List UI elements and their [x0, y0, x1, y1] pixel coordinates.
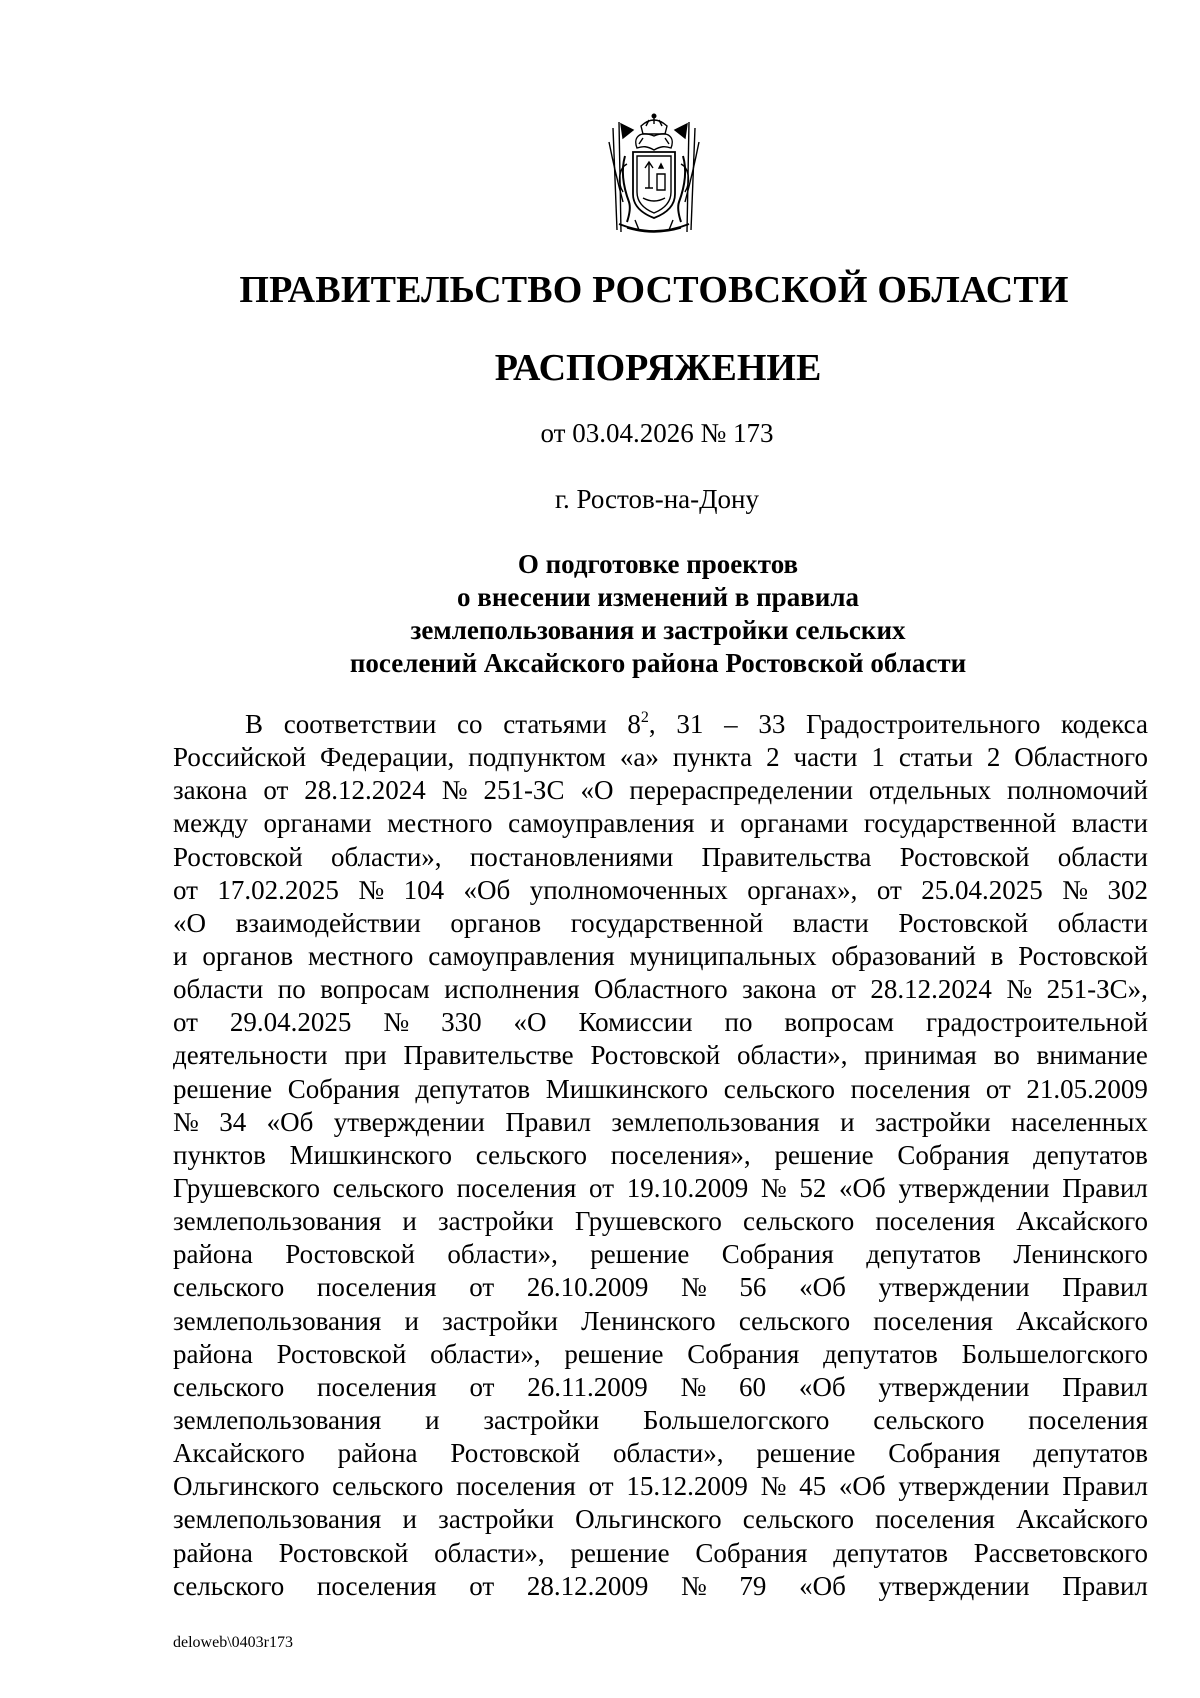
- body-word: органами: [263, 808, 372, 839]
- body-word: депутатов: [1033, 1438, 1148, 1469]
- body-word: 21.05.2009: [1026, 1073, 1148, 1104]
- body-word: поселения: [316, 1570, 437, 1601]
- body-word: от: [173, 874, 198, 905]
- body-line: [173, 973, 1148, 1006]
- body-word: утверждении: [878, 1371, 1030, 1402]
- body-word: Правительстве: [403, 1040, 574, 1071]
- body-word: 25.04.2025: [921, 874, 1043, 905]
- body-word: землепользования: [173, 1404, 382, 1435]
- body-word: области: [1057, 841, 1148, 872]
- body-word: решение: [570, 1537, 670, 1568]
- body-word: 45: [799, 1471, 827, 1502]
- body-line: [173, 1073, 1148, 1106]
- body-word: 2: [986, 742, 1001, 773]
- body-word: решение: [756, 1438, 856, 1469]
- body-word: от: [263, 775, 289, 806]
- body-word: 26.11.2009: [527, 1371, 648, 1402]
- body-word: 104: [403, 874, 445, 905]
- body-word: взаимодействии: [235, 907, 421, 938]
- body-word: 28.12.2024: [304, 775, 426, 806]
- body-word: кодекса: [1061, 709, 1148, 739]
- body-word: области»,: [430, 1338, 541, 1369]
- body-word: Правил: [1062, 1471, 1148, 1502]
- body-word: Большелогского: [643, 1404, 830, 1435]
- body-word: деятельности: [173, 1040, 328, 1071]
- body-word: Правительства: [701, 841, 872, 872]
- body-word: Мишкинского: [545, 1073, 709, 1104]
- body-word: решение: [774, 1139, 874, 1170]
- body-word: Мишкинского: [289, 1139, 453, 1170]
- body-word: поселения: [875, 1206, 996, 1237]
- body-word: Комиссии: [578, 1007, 693, 1038]
- body-word: Правил: [1062, 1172, 1148, 1203]
- body-word: «Об: [838, 1471, 886, 1502]
- body-word: 33: [758, 709, 786, 739]
- body-word: «а»: [619, 742, 659, 773]
- body-word: между: [173, 808, 248, 839]
- body-word: «Об: [799, 1570, 846, 1601]
- body-word: образований: [831, 940, 976, 971]
- body-word: органах»,: [747, 874, 858, 905]
- body-word: вопросам: [320, 974, 430, 1005]
- body-line-first: [173, 708, 1148, 741]
- body-word: «О: [173, 907, 206, 938]
- body-word: Рассветовского: [973, 1537, 1148, 1568]
- body-word: населенных: [1011, 1106, 1148, 1137]
- body-word: по: [277, 974, 306, 1005]
- body-word: утверждении: [898, 1172, 1050, 1203]
- body-word: со: [457, 709, 483, 739]
- body-word: Собрания: [695, 1537, 808, 1568]
- body-word: Ростовской: [899, 841, 1030, 872]
- body-word: сельского: [173, 1272, 285, 1303]
- body-word: №: [441, 775, 468, 806]
- body-word: власти: [1071, 808, 1148, 839]
- body-word: поселения: [875, 1504, 995, 1535]
- body-line: [173, 1470, 1148, 1503]
- body-word: №: [760, 1471, 787, 1502]
- body-word: поселения: [456, 1471, 576, 1502]
- body-word: Ленинского: [581, 1305, 716, 1336]
- body-word: государственной: [570, 907, 764, 938]
- body-word: и: [402, 1504, 417, 1535]
- body-word: Правил: [505, 1106, 591, 1137]
- body-line: [173, 1139, 1148, 1172]
- body-word: сельского: [173, 1570, 285, 1601]
- body-word: перераспределении: [629, 775, 853, 806]
- body-word: от: [985, 1073, 1011, 1104]
- body-word: и: [404, 1305, 419, 1336]
- subject-line: поселений Аксайского района Ростовской области: [349, 648, 967, 678]
- body-word: от: [876, 874, 902, 905]
- body-word: №: [760, 1172, 787, 1203]
- body-word: пунктов: [173, 1139, 266, 1170]
- body-word: от: [830, 974, 856, 1005]
- body-word: землепользования: [173, 1206, 382, 1237]
- body-word: поселения: [456, 1172, 577, 1203]
- body-word: застройки: [437, 1206, 554, 1237]
- body-word: соответствии: [283, 709, 437, 739]
- body-word: власти: [792, 907, 869, 938]
- organization-title: ПРАВИТЕЛЬСТВО РОСТОВСКОЙ ОБЛАСТИ: [239, 269, 1069, 311]
- body-word: сельского: [723, 1073, 835, 1104]
- body-word: землепользования: [611, 1106, 820, 1137]
- body-word: статьи: [898, 742, 973, 773]
- body-word: депутатов: [1033, 1139, 1148, 1170]
- body-line: [173, 1404, 1148, 1437]
- body-line: [173, 940, 1148, 973]
- body-word: области»,: [331, 841, 442, 872]
- body-word: сельского: [475, 1139, 587, 1170]
- body-word: землепользования: [173, 1305, 382, 1336]
- body-word: Собрания: [897, 1139, 1010, 1170]
- body-word: поселения: [873, 1305, 993, 1336]
- body-word: застройки: [438, 1504, 554, 1535]
- body-word: 19.10.2009: [626, 1172, 749, 1203]
- body-word: 2: [766, 742, 780, 773]
- body-word: 17.02.2025: [217, 874, 339, 905]
- body-word: Ростовской: [285, 1239, 415, 1270]
- body-word: самоуправления: [508, 808, 695, 839]
- body-word: 302: [1107, 874, 1148, 905]
- body-word: депутатов: [866, 1239, 981, 1270]
- body-line: [173, 1437, 1148, 1470]
- body-word: самоуправления: [428, 940, 615, 971]
- body-word: утверждении: [333, 1106, 485, 1137]
- body-line: [173, 1006, 1148, 1039]
- body-word: полномочий: [1007, 775, 1148, 806]
- body-word: Правил: [1062, 1272, 1148, 1303]
- body-line: [173, 1271, 1148, 1304]
- footer-code: deloweb\0403r173: [173, 1634, 293, 1651]
- body-word: от: [469, 1371, 495, 1402]
- body-word: государственной: [863, 808, 1057, 839]
- body-word: и: [840, 1106, 855, 1137]
- document-subject: [0, 548, 1200, 680]
- body-word: Аксайского: [173, 1438, 305, 1469]
- body-word: Ольгинского: [575, 1504, 722, 1535]
- body-word: застройки: [874, 1106, 991, 1137]
- body-word: №: [383, 1007, 410, 1038]
- body-word: Грушевского: [173, 1172, 321, 1203]
- body-word: местного: [387, 808, 493, 839]
- body-word: 60: [739, 1371, 767, 1402]
- body-word: поселения»,: [610, 1139, 751, 1170]
- body-word: решение: [173, 1073, 273, 1104]
- body-word: муниципальных: [629, 940, 817, 971]
- body-word: Федерации,: [320, 742, 455, 773]
- body-word: Правил: [1062, 1570, 1148, 1601]
- body-word: сельского: [173, 1371, 285, 1402]
- body-word: 29.04.2025: [229, 1007, 352, 1038]
- body-word: землепользования: [173, 1504, 382, 1535]
- subject-line: О подготовке проектов: [517, 549, 799, 579]
- body-word: «Об: [463, 874, 511, 905]
- body-word: органов: [202, 940, 294, 971]
- superscript: 2: [640, 709, 649, 726]
- body-line: [173, 907, 1148, 940]
- body-word: поселения: [317, 1371, 437, 1402]
- subject-line: землепользования и застройки сельских: [410, 615, 906, 645]
- body-word: вопросам: [784, 1007, 894, 1038]
- body-word: Ростовской: [173, 841, 303, 872]
- body-word: Собрания: [287, 1073, 400, 1104]
- body-word: 52: [799, 1172, 827, 1203]
- body-word: Собрания: [687, 1338, 800, 1369]
- body-word: застройки: [483, 1404, 600, 1435]
- body-word: по: [724, 1007, 753, 1038]
- body-word: 251-ЗС: [483, 775, 565, 806]
- body-line: [173, 1570, 1148, 1603]
- body-word: Правил: [1062, 1371, 1148, 1402]
- body-word: области»,: [736, 1040, 848, 1071]
- body-word: №: [1062, 874, 1089, 905]
- body-word: утверждении: [878, 1570, 1030, 1601]
- body-word: закона: [173, 775, 248, 806]
- body-word: –: [724, 709, 738, 739]
- body-word: Аксайского: [1016, 1504, 1148, 1535]
- coat-of-arms-emblem: [599, 112, 709, 240]
- body-word: исполнения: [444, 974, 580, 1005]
- body-word: области»,: [612, 1438, 724, 1469]
- body-line: [173, 1537, 1148, 1570]
- body-word: 34: [219, 1106, 247, 1137]
- body-word: местного: [307, 940, 414, 971]
- body-word: 1: [871, 742, 885, 773]
- body-word: принимая: [864, 1040, 977, 1071]
- body-line: [173, 1305, 1148, 1338]
- body-lines: [173, 741, 1148, 1603]
- body-word: утверждении: [898, 1471, 1050, 1502]
- body-word: района: [337, 1438, 418, 1469]
- body-line: [173, 1238, 1148, 1271]
- body-word: поселения: [1028, 1404, 1148, 1435]
- body-word: Ростовской: [450, 1438, 581, 1469]
- body-line-first-text: [245, 708, 1148, 741]
- body-line: [173, 1371, 1148, 1404]
- body-line: [173, 1172, 1148, 1205]
- body-word: Ростовской: [276, 1338, 407, 1369]
- body-line: [173, 874, 1148, 907]
- body-word: Ленинского: [1013, 1239, 1148, 1270]
- body-word: депутатов: [823, 1338, 938, 1369]
- body-word: сельского: [873, 1404, 985, 1435]
- body-line: [173, 841, 1148, 874]
- body-word: Градостроительного: [806, 709, 1041, 739]
- body-word: градостроительной: [925, 1007, 1148, 1038]
- body-word: «О: [580, 775, 614, 806]
- body-word: №: [358, 874, 385, 905]
- body-word: и: [425, 1404, 440, 1435]
- body-line: [173, 1205, 1148, 1238]
- body-word: в: [990, 940, 1004, 971]
- body-word: сельского: [742, 1504, 854, 1535]
- body-word: пункта: [672, 742, 753, 773]
- body-line: [173, 807, 1148, 840]
- body-word: Большелогского: [961, 1338, 1148, 1369]
- body-word: постановлениями: [469, 841, 674, 872]
- body-word: области»,: [447, 1239, 558, 1270]
- body-word: во: [993, 1040, 1020, 1071]
- body-word: 31: [676, 709, 704, 739]
- body-line: [173, 1503, 1148, 1536]
- body-word: области: [1057, 907, 1148, 938]
- body-word: Аксайского: [1016, 1305, 1148, 1336]
- body-word: 26.10.2009: [526, 1272, 649, 1303]
- body-word: района: [173, 1239, 253, 1270]
- body-word: №: [681, 1570, 707, 1601]
- body-word: сельского: [738, 1305, 851, 1336]
- body-word: 15.12.2009: [626, 1471, 748, 1502]
- body-word: сельского: [332, 1471, 444, 1502]
- body-word: от: [469, 1570, 495, 1601]
- body-word: депутатов: [415, 1073, 531, 1104]
- body-word: внимание: [1036, 1040, 1148, 1071]
- body-word: органами: [740, 808, 849, 839]
- body-word: №: [173, 1106, 199, 1137]
- body-word: решение: [564, 1338, 664, 1369]
- body-word: части: [793, 742, 858, 773]
- body-word: области»,: [434, 1537, 545, 1568]
- body-word: и: [173, 940, 188, 971]
- body-word: №: [681, 1272, 707, 1303]
- body-word: района: [173, 1338, 253, 1369]
- body-word: района: [173, 1537, 253, 1568]
- body-line: [173, 1338, 1148, 1371]
- document-city: г. Ростов-на-Дону: [554, 484, 759, 514]
- body-word: Ростовской: [1018, 940, 1148, 971]
- body-line: [173, 774, 1148, 807]
- body-word: застройки: [442, 1305, 558, 1336]
- body-word: Ростовской: [590, 1040, 721, 1071]
- body-word: подпунктом: [468, 742, 606, 773]
- body-word: №: [1006, 974, 1033, 1005]
- body-word: Собрания: [888, 1438, 1001, 1469]
- body-word: Российской: [173, 742, 307, 773]
- body-word: Ольгинского: [173, 1471, 320, 1502]
- body-word: и: [402, 1206, 417, 1237]
- body-word: решение: [590, 1239, 690, 1270]
- body-word: 28.12.2024: [870, 974, 992, 1005]
- body-word: отдельных: [868, 775, 992, 806]
- body-word: органов: [450, 907, 542, 938]
- body-word: «Об: [266, 1106, 314, 1137]
- body-word: закона: [742, 974, 817, 1005]
- body-word: «Об: [799, 1272, 846, 1303]
- body-word: «Об: [839, 1172, 886, 1203]
- body-line: [173, 1106, 1148, 1139]
- body-word: сельского: [743, 1206, 855, 1237]
- body-word: 251-ЗС»,: [1046, 974, 1148, 1005]
- body-word: Областного: [594, 974, 728, 1005]
- body-word: при: [344, 1040, 387, 1071]
- body-word: утверждении: [878, 1272, 1030, 1303]
- body-word: «Об: [798, 1371, 846, 1402]
- document-date-number: от 03.04.2026 № 173: [540, 418, 774, 448]
- body-word: депутатов: [833, 1537, 948, 1568]
- body-word: Областного: [1014, 742, 1148, 773]
- body-line: [173, 741, 1148, 774]
- document-body: [173, 708, 1148, 1603]
- body-word: поселения: [850, 1073, 971, 1104]
- body-word: 56: [739, 1272, 767, 1303]
- body-word: Аксайского: [1016, 1206, 1148, 1237]
- body-word: поселения: [316, 1272, 437, 1303]
- body-word: Ростовской: [898, 907, 1029, 938]
- subject-line: о внесении изменений в правила: [457, 582, 859, 612]
- body-word: от: [588, 1471, 614, 1502]
- body-word: В: [245, 709, 264, 739]
- body-word: 330: [441, 1007, 482, 1038]
- body-word: «О: [513, 1007, 547, 1038]
- body-word: и: [710, 808, 725, 839]
- body-word: Собрания: [721, 1239, 834, 1270]
- document-type: РАСПОРЯЖЕНИЕ: [494, 347, 822, 389]
- body-word: уполномоченных: [529, 874, 728, 905]
- body-word: Грушевского: [574, 1206, 722, 1237]
- body-word: Ростовской: [278, 1537, 409, 1568]
- body-word: статьями: [503, 709, 607, 739]
- body-word: от: [589, 1172, 614, 1203]
- body-word: №: [680, 1371, 707, 1402]
- body-word: 28.12.2009: [526, 1570, 649, 1601]
- body-word: 79: [739, 1570, 767, 1601]
- body-word: от: [469, 1272, 495, 1303]
- body-word: $8^2$,: [627, 709, 656, 739]
- body-word: области: [173, 974, 264, 1005]
- body-word: сельского: [332, 1172, 444, 1203]
- body-line: [173, 1039, 1148, 1072]
- body-word: от: [173, 1007, 198, 1038]
